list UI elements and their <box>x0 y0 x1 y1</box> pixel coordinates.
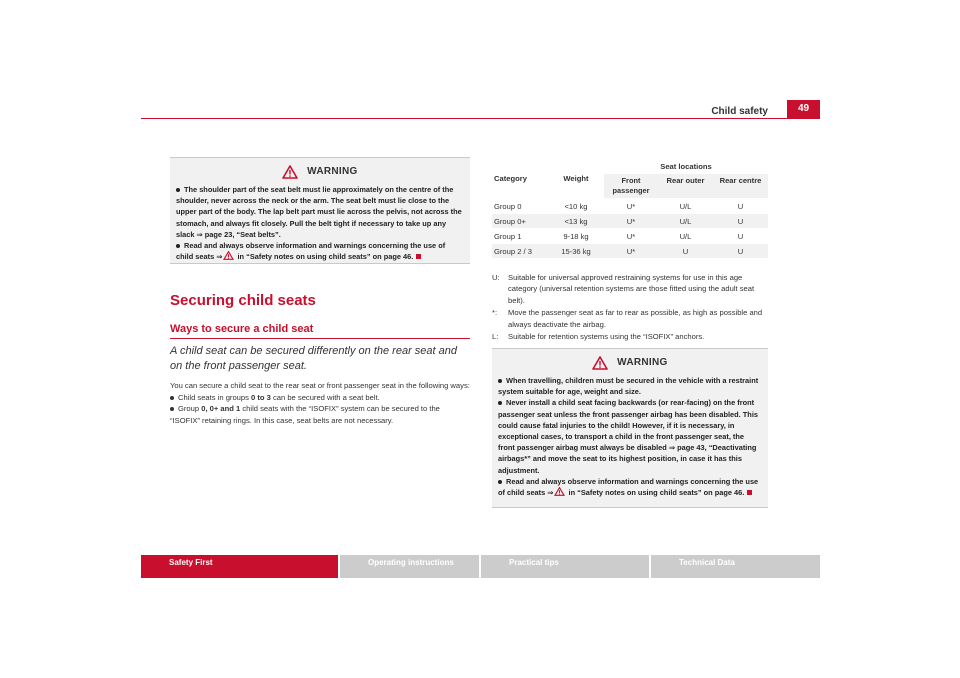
list-text-bold: 0, 0+ and 1 <box>201 404 241 414</box>
lead-paragraph: A child seat can be secured differently on the rear seat and on the front passenger seat. <box>170 345 457 372</box>
warning-text: Read and always observe information and warnings concerning the use of child seats ⇒ <box>498 476 759 498</box>
end-mark-icon <box>747 490 752 495</box>
subtitle-rule <box>170 338 470 339</box>
note-key: *: <box>492 308 498 318</box>
page-number: 49 <box>787 100 820 118</box>
cell-category: Group 1 <box>494 232 522 241</box>
warning-label: WARNING <box>307 166 358 177</box>
header-front-passenger: Front passenger <box>604 174 658 198</box>
header-seat-locations-group <box>604 160 768 198</box>
list-text-bold: 0 to 3 <box>251 392 271 402</box>
note-text: Move the passenger seat as far to rear as possible, as high as possible and always deactivate the airbag. <box>508 308 763 329</box>
bullet-icon <box>170 396 174 400</box>
cell-front: U* <box>626 202 636 211</box>
cell-front: U* <box>626 217 636 226</box>
bullet-icon <box>498 401 502 405</box>
warning-text: When travelling, children must be secured in the vehicle with a restraint system suitable for age, weight and size. <box>498 376 759 397</box>
footer-tab-safety-first[interactable]: Safety First <box>141 555 338 578</box>
header-rear-centre: Rear centre <box>713 174 768 198</box>
list-text: Group <box>178 404 202 414</box>
warning-heading <box>176 164 464 180</box>
warning-text: in “Safety notes on using child seats” on page 46. <box>566 488 745 498</box>
section-subtitle: Ways to secure a child seat <box>170 323 314 335</box>
body-text <box>170 380 470 426</box>
section-title: Securing child seats <box>170 292 316 309</box>
cell-rear-outer: U/L <box>679 232 692 241</box>
footer-tab-technical-data[interactable]: Technical Data <box>651 555 820 578</box>
cell-weight: <13 kg <box>564 217 588 226</box>
cell-rear-outer: U/L <box>679 217 692 226</box>
cell-weight: <10 kg <box>564 202 588 211</box>
warning-triangle-icon <box>592 356 608 370</box>
warning-triangle-icon <box>223 251 234 260</box>
note-item <box>492 272 772 306</box>
warning-text: in “Safety notes on using child seats” on page 46. <box>235 252 414 262</box>
bullet-icon <box>176 244 180 248</box>
chapter-title: Child safety <box>711 106 768 117</box>
warning-text: The shoulder part of the seat belt must lie approximately on the centre of the shoulder, never across the neck or the arm. The seat belt must lie close to the upper part of the body. The lap belt part must lie across the pelvis, not across the stomach, and always fit closely. Pull the belt tight if necessary to take up any slack ⇒ page 23, “Seat belts”. <box>176 185 462 239</box>
table-header <box>492 160 768 198</box>
list-text: Child seats in groups <box>178 392 252 402</box>
list-item <box>170 403 470 426</box>
bullet-icon <box>170 407 174 411</box>
table-row <box>492 198 768 213</box>
cell-front: U* <box>626 232 636 241</box>
header-category: Category <box>492 160 548 198</box>
table-row <box>492 228 768 243</box>
header-rule <box>141 118 820 119</box>
cell-rear-outer: U/L <box>679 202 692 211</box>
warning-box-seat-belt <box>170 157 470 264</box>
warning-item <box>498 476 762 498</box>
warning-text: Read and always observe information and warnings concerning the use of child seats ⇒ <box>176 241 446 262</box>
warning-triangle-icon <box>554 487 565 496</box>
warning-triangle-icon <box>282 165 298 179</box>
cell-weight: 9-18 kg <box>563 232 589 241</box>
header-weight: Weight <box>548 160 604 198</box>
warning-text: Never install a child seat facing backwards (or rear-facing) on the front passenger seat unless the front passenger airbag has been disabled. This could cause fatal injuries to the child! However, if it is necessary, in exceptional cases, to transport a child in the front passenger seat, the front passenger airbag must always be disabled ⇒ page 43, “Deactivating airbags*” and move the seat to its highest position, in case it has this adjustment. <box>498 398 758 475</box>
note-key: L: <box>492 332 499 342</box>
note-text: Suitable for retention systems using the “ISOFIX” anchors. <box>508 332 705 342</box>
end-mark-icon <box>416 254 421 259</box>
footer-tab-practical-tips[interactable]: Practical tips <box>481 555 649 578</box>
list-text: child seats with the “ISOFIX” system can be secured to the “ISOFIX” retaining rings. In this case, seat belts are not necessary. <box>170 404 440 425</box>
warning-item <box>176 240 464 262</box>
note-item <box>492 331 772 342</box>
cell-category: Group 2 / 3 <box>494 247 532 256</box>
table-row <box>492 243 768 258</box>
warning-label: WARNING <box>617 357 668 368</box>
intro-paragraph: You can secure a child seat to the rear seat or front passenger seat in the following ways: <box>170 381 470 390</box>
warning-item <box>498 375 762 397</box>
cell-category: Group 0+ <box>494 217 526 226</box>
cell-rear-centre: U <box>737 232 744 241</box>
cell-rear-centre: U <box>737 202 744 211</box>
note-key: U: <box>492 273 500 282</box>
cell-weight: 15-36 kg <box>561 247 591 256</box>
warning-box-child-transport <box>492 348 768 508</box>
footer-tab-operating-instructions[interactable]: Operating instructions <box>340 555 479 578</box>
table-notes <box>492 272 772 343</box>
list-item <box>170 392 470 404</box>
bullet-icon <box>498 379 502 383</box>
bullet-icon <box>176 188 180 192</box>
header-rear-outer: Rear outer <box>658 174 713 198</box>
note-text: Suitable for universal approved restraining systems for use in this age category (universal retention systems are those fitted using the adult seat belt). <box>508 273 755 305</box>
cell-rear-outer: U <box>682 247 689 256</box>
seat-locations-table <box>492 160 768 258</box>
warning-item <box>498 397 762 475</box>
table-row <box>492 213 768 228</box>
list-text: can be secured with a seat belt. <box>270 392 380 402</box>
warning-item <box>176 184 464 240</box>
cell-rear-centre: U <box>737 217 744 226</box>
cell-category: Group 0 <box>494 202 522 211</box>
header-seat-locations: Seat locations <box>604 160 768 174</box>
bullet-icon <box>498 480 502 484</box>
warning-heading <box>498 355 762 371</box>
cell-rear-centre: U <box>737 247 744 256</box>
cell-front: U* <box>626 247 636 256</box>
note-item <box>492 307 772 330</box>
header-subcolumns <box>604 174 768 198</box>
